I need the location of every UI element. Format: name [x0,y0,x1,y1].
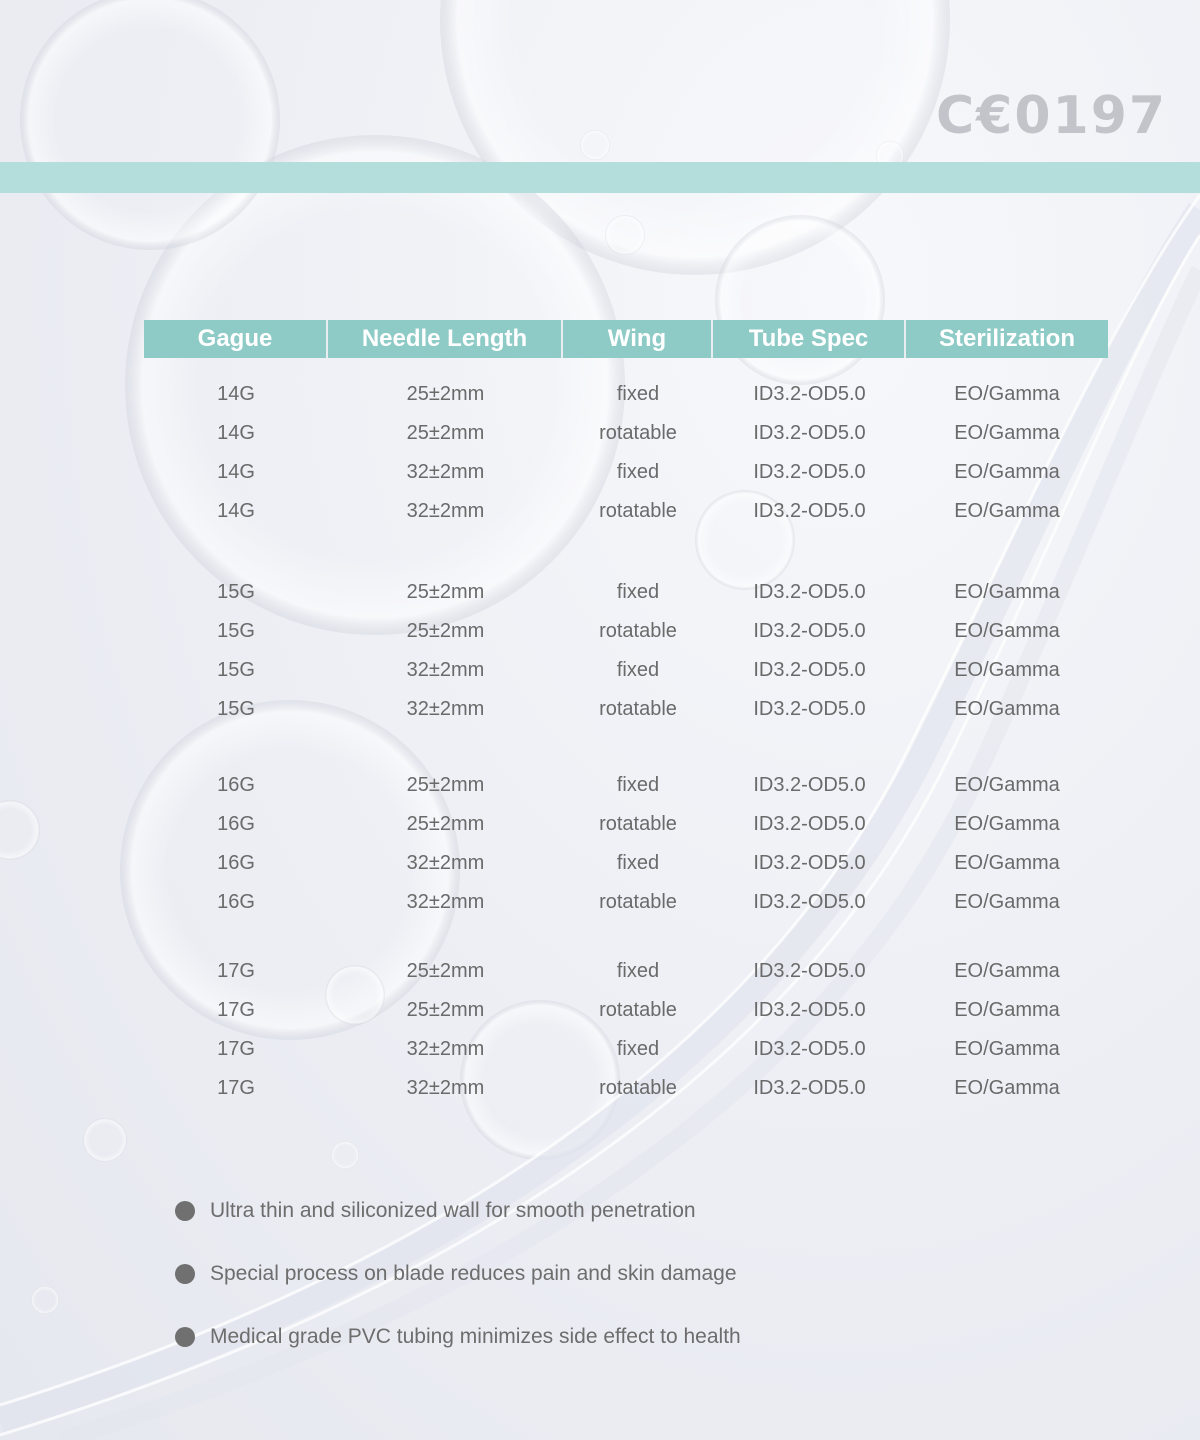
cell-gague: 15G [217,581,255,603]
ce-certification-mark: C€0197 [936,86,1168,146]
table-row [144,1069,1108,1108]
cell-gague: 14G [217,383,255,405]
header-divider-band [0,162,1200,193]
table-row [144,414,1108,453]
table-row [144,492,1108,531]
bullet-dot-icon [175,1264,195,1284]
cell-needle-length: 32±2mm [406,1038,485,1060]
cell-tube-spec: ID3.2-OD5.0 [753,422,866,444]
table-row [144,690,1108,729]
cell-tube-spec: ID3.2-OD5.0 [753,581,866,603]
table-row [144,1030,1108,1069]
table-row [144,453,1108,492]
cell-gague: 15G [217,698,255,720]
header-needle-length: Needle Length [328,320,563,358]
cell-gague: 17G [217,960,255,982]
header-wing: Wing [563,320,713,358]
cell-sterilization: EO/Gamma [954,1077,1060,1099]
cell-wing: rotatable [599,999,677,1021]
table-row [144,991,1108,1030]
cell-wing: fixed [616,774,660,796]
cell-needle-length: 32±2mm [406,1077,485,1099]
cell-gague: 14G [217,500,255,522]
cell-tube-spec: ID3.2-OD5.0 [753,999,866,1021]
cell-needle-length: 25±2mm [406,999,485,1021]
header-gague: Gague [144,320,328,358]
cell-sterilization: EO/Gamma [954,500,1060,522]
cell-sterilization: EO/Gamma [954,620,1060,642]
cell-gague: 16G [217,891,255,913]
cell-sterilization: EO/Gamma [954,461,1060,483]
row-group [144,375,1108,531]
cell-needle-length: 25±2mm [406,383,485,405]
cell-tube-spec: ID3.2-OD5.0 [753,960,866,982]
table-row [144,883,1108,922]
feature-text: Ultra thin and siliconized wall for smooth penetration [210,1199,696,1222]
header-tube-spec: Tube Spec [713,320,906,358]
table-row [144,952,1108,991]
cell-sterilization: EO/Gamma [954,1038,1060,1060]
cell-tube-spec: ID3.2-OD5.0 [753,774,866,796]
table-row [144,612,1108,651]
cell-tube-spec: ID3.2-OD5.0 [753,1038,866,1060]
cell-tube-spec: ID3.2-OD5.0 [753,383,866,405]
table-row [144,766,1108,805]
cell-wing: rotatable [599,500,677,522]
cell-needle-length: 25±2mm [406,581,485,603]
cell-sterilization: EO/Gamma [954,774,1060,796]
cell-gague: 17G [217,1038,255,1060]
cell-needle-length: 32±2mm [406,659,485,681]
cell-gague: 15G [217,620,255,642]
cell-tube-spec: ID3.2-OD5.0 [753,1077,866,1099]
feature-text: Special process on blade reduces pain and skin damage [210,1262,737,1285]
cell-needle-length: 25±2mm [406,774,485,796]
cell-sterilization: EO/Gamma [954,383,1060,405]
cell-wing: fixed [616,1038,660,1060]
cell-gague: 17G [217,999,255,1021]
cell-needle-length: 25±2mm [406,960,485,982]
feature-item [175,1321,741,1353]
cell-wing: fixed [616,461,660,483]
row-group [144,573,1108,729]
cell-needle-length: 32±2mm [406,891,485,913]
cell-tube-spec: ID3.2-OD5.0 [753,891,866,913]
table-row [144,375,1108,414]
cell-tube-spec: ID3.2-OD5.0 [753,500,866,522]
cell-sterilization: EO/Gamma [954,698,1060,720]
cell-wing: rotatable [599,813,677,835]
cell-tube-spec: ID3.2-OD5.0 [753,620,866,642]
feature-text: Medical grade PVC tubing minimizes side effect to health [210,1325,741,1348]
cell-needle-length: 32±2mm [406,461,485,483]
bullet-dot-icon [175,1327,195,1347]
cell-tube-spec: ID3.2-OD5.0 [753,659,866,681]
feature-list [175,1195,741,1384]
cell-wing: fixed [616,960,660,982]
cell-sterilization: EO/Gamma [954,422,1060,444]
cell-gague: 17G [217,1077,255,1099]
cell-sterilization: EO/Gamma [954,960,1060,982]
feature-item [175,1258,741,1290]
cell-sterilization: EO/Gamma [954,581,1060,603]
table-header [144,320,1108,358]
cell-sterilization: EO/Gamma [954,852,1060,874]
cell-sterilization: EO/Gamma [954,999,1060,1021]
table-row [144,805,1108,844]
cell-wing: fixed [616,581,660,603]
cell-wing: fixed [616,852,660,874]
cell-needle-length: 25±2mm [406,620,485,642]
cell-sterilization: EO/Gamma [954,891,1060,913]
specification-table [144,320,1108,1099]
row-group [144,766,1108,922]
table-row [144,844,1108,883]
cell-gague: 16G [217,852,255,874]
cell-tube-spec: ID3.2-OD5.0 [753,461,866,483]
cell-sterilization: EO/Gamma [954,659,1060,681]
row-group [144,952,1108,1108]
cell-needle-length: 32±2mm [406,698,485,720]
header-sterilization: Sterilization [906,320,1108,358]
bullet-dot-icon [175,1201,195,1221]
cell-needle-length: 25±2mm [406,422,485,444]
cell-gague: 14G [217,461,255,483]
cell-sterilization: EO/Gamma [954,813,1060,835]
cell-tube-spec: ID3.2-OD5.0 [753,813,866,835]
cell-wing: rotatable [599,698,677,720]
cell-wing: rotatable [599,1077,677,1099]
cell-wing: fixed [616,383,660,405]
table-row [144,573,1108,612]
cell-gague: 14G [217,422,255,444]
cell-needle-length: 25±2mm [406,813,485,835]
feature-item [175,1195,741,1227]
cell-wing: fixed [616,659,660,681]
cell-gague: 16G [217,774,255,796]
cell-needle-length: 32±2mm [406,852,485,874]
cell-needle-length: 32±2mm [406,500,485,522]
cell-gague: 15G [217,659,255,681]
cell-gague: 16G [217,813,255,835]
cell-wing: rotatable [599,422,677,444]
table-row [144,651,1108,690]
cell-tube-spec: ID3.2-OD5.0 [753,852,866,874]
cell-wing: rotatable [599,620,677,642]
cell-tube-spec: ID3.2-OD5.0 [753,698,866,720]
cell-wing: rotatable [599,891,677,913]
